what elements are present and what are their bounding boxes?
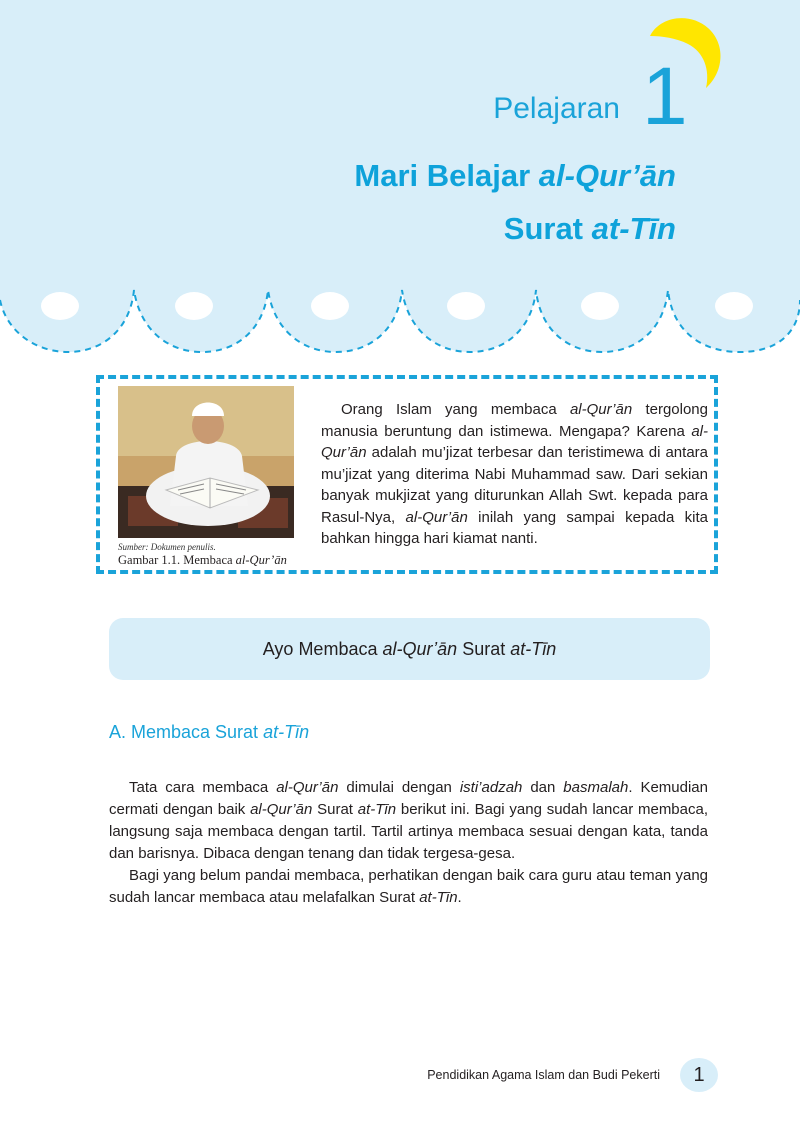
photo-caption: Gambar 1.1. Membaca al-Qur’ān xyxy=(118,553,287,567)
body-paragraph-2: Bagi yang belum pandai membaca, perhatikan dengan baik cara guru atau teman yang sudah lancar membaca atau melafalkan Surat at-Tīn. xyxy=(109,867,708,906)
body-paragraph-1: Tata cara membaca al-Qur’ān dimulai dengan isti’adzah dan basmalah. Kemudian cermati dengan baik al-Qur’ān Surat at-Tīn berikut ini. Bagi yang sudah lancar membaca, langsung saja membaca dengan tartil. Tartil artinya membaca sesuai dengan kata, tanda dan barisnya. Dibaca dengan tenang dan tidak tergesa-gesa. xyxy=(109,779,709,862)
photo-source: Sumber: Dokumen penulis. xyxy=(118,542,216,552)
subheading-a: A. Membaca Surat at-Tīn xyxy=(109,722,310,742)
lesson-label: Pelajaran xyxy=(493,92,620,125)
scallop-dot xyxy=(447,292,485,320)
scallop-dot xyxy=(715,292,753,320)
lesson-title-line2: Surat at-Tīn xyxy=(503,211,676,246)
scallop-dot xyxy=(311,292,349,320)
intro-paragraph: Orang Islam yang membaca al-Qur’ān tergolong manusia beruntung dan istimewa. Mengapa? Karena al-Qur’ān adalah mu’jizat terbesar dan teristimewa di antara mu’jizat yang diterima Nabi Muhammad saw. Dari sekian banyak mukjizat yang diturunkan Allah Swt. kepada para Rasul-Nya, al-Qur’ān inilah yang sampai kepada kita bahkan hingga hari kiamat nanti. xyxy=(321,401,709,547)
page-number: 1 xyxy=(680,1058,718,1092)
footer-book-title: Pendidikan Agama Islam dan Budi Pekerti xyxy=(427,1068,660,1082)
photo-boy-reading-quran xyxy=(118,386,294,538)
scallop-dot xyxy=(41,292,79,320)
section-banner-title: Ayo Membaca al-Qur’ān Surat at-Tīn xyxy=(262,639,557,659)
scallop-dot xyxy=(581,292,619,320)
scallop-dot xyxy=(175,292,213,320)
lesson-number: 1 xyxy=(642,51,688,142)
body-text xyxy=(109,777,708,909)
lesson-title-line1: Mari Belajar al-Qur’ān xyxy=(354,158,676,193)
